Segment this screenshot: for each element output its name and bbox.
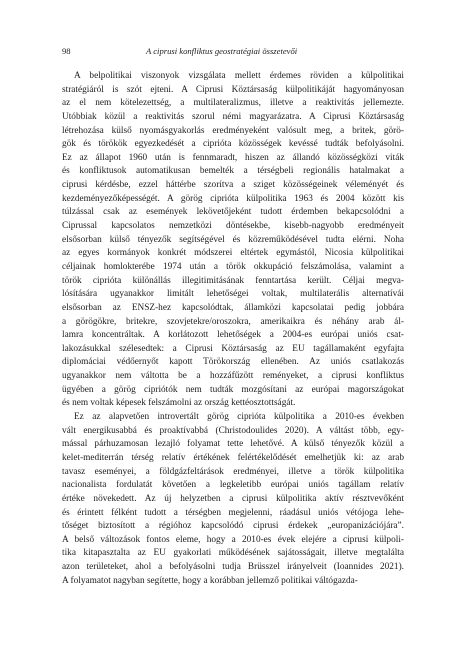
text-line: tavasz eseményei, a földgázfeltárások eredményei, illetve a török külpolitika [62, 466, 404, 477]
text-line: tika kitapasztalta az EU gyakorlati működésének sajátosságait, illetve megtalálta [62, 548, 404, 559]
text-line: céljainak homlokterébe 1974 után a török okkupáció felszámolása, valamint a [62, 261, 404, 272]
text-line: mással párhuzamosan lezajló folyamat tette lehetővé. A külső tényezők közül a [62, 439, 404, 450]
paragraph [62, 70, 404, 411]
text-line: A folyamatot nagyban segítette, hogy a korábban jellemző politikai váltógazda- [62, 575, 358, 586]
text-line: kelet-mediterrán térség relatív értékének felértékelődését emelhetjük ki: az arab [62, 452, 404, 463]
text-line: ugyanakkor nem váltotta be a hozzáfűzött reményeket, a ciprusi konfliktus [62, 371, 404, 382]
text-line: elsősorban az ENSZ-hez kapcsolódtak, államközi kapcsolatai pedig jobbára [62, 302, 404, 313]
text-line: ciprusi kérdésbe, ezzel háttérbe szorítva a sziget közösségeinek véleményét és [62, 180, 404, 191]
text-line: az egyes kormányok konkrét módszerei eltértek egymástól, Nicosia külpolitikai [62, 248, 404, 259]
text-line: stratégiáról is szót ejteni. A Ciprusi Köztársaság külpolitikáját hagyományosan [62, 84, 404, 95]
text-line: túlzással csak az események lekövetőjeként tudott érdemben bekapcsolódni a [62, 207, 404, 218]
text-line: lósítására ugyanakkor limitált lehetőségei voltak, multilaterális alternatívái [62, 289, 404, 300]
text-line: A belpolitikai viszonyok vizsgálata mellett érdemes röviden a külpolitikai [74, 71, 404, 81]
text-line: diplomáciai védőernyőt kapott Törökország ellenében. Az uniós csatlakozás [62, 357, 404, 368]
text-line: gök és törökök egyezkedését a ciprióta közösségek kevéssé tudták befolyásolni. [62, 139, 404, 150]
text-line: létrehozása külső nyomásgyakorlás eredményeként valósult meg, a britek, görö- [62, 125, 404, 136]
text-line: török ciprióta különállás illegitimitásának fenntartása került. Céljai megva- [62, 275, 404, 286]
text-line: tőséget biztosított a régióhoz kapcsolódó ciprusi érdekek „europanizációjára”. [62, 521, 404, 532]
text-line: lakozásukkal szélesedtek: a Ciprusi Köztársaság az EU tagállamaként egyfajta [62, 343, 404, 354]
text-line: lamra koncentráltak. A korlátozott lehetőségek a 2004-es európai uniós csat- [62, 330, 404, 341]
text-line: Ez az állapot 1960 után is fennmaradt, hiszen az állandó közösségközi viták [62, 152, 404, 163]
text-line: Utóbbiak közül a reaktivitás szorul némi magyarázatra. A Ciprusi Köztársaság [62, 111, 404, 122]
page-header [62, 44, 404, 58]
text-line: és érintett félként tudott a térségben megjelenni, ráadásul uniós vétójoga lehe- [62, 507, 404, 518]
paragraph [62, 411, 404, 588]
text-line: vált energikusabbá és proaktívabbá (Christodoulides 2020). A váltást több, egy- [62, 425, 404, 436]
text-line: elsősorban külső tényezők segítségével és közreműködésével tudta elérni. Noha [62, 234, 404, 245]
text-line: Ez az alapvetően introvertált görög ciprióta külpolitika a 2010-es években [74, 412, 404, 423]
text-line: a görögökre, britekre, szovjetekre/oroszokra, amerikaikra és néhány arab ál- [62, 316, 404, 327]
text-line: ügyében a görög cipriótók nem tudták mozgósítani az európai magországokat [62, 384, 404, 395]
page-number: 98 [62, 46, 71, 56]
text-line: és nem voltak képesek felszámolni az ország kettéosztottságát. [62, 398, 296, 409]
text-line: értéke növekedett. Az új helyzetben a ciprusi külpolitika aktív résztvevőként [62, 493, 404, 504]
body-text [62, 70, 404, 588]
text-line: Ciprussal kapcsolatos nemzetközi döntésekbe, kisebb-nagyobb eredményeit [62, 221, 404, 232]
text-line: az el nem kötelezettség, a multilateralizmus, illetve a reaktivitás jellemezte. [62, 98, 404, 109]
text-line: és konfliktusok automatikusan bemelték a térségbeli regionális hatalmakat a [62, 166, 404, 177]
running-title: A ciprusi konfliktus geostratégiai összetevői [146, 46, 298, 56]
text-line: A belső változások fontos eleme, hogy a 2010-es évek elejére a ciprusi külpoli- [62, 534, 404, 545]
text-line: kezdeményezőképességét. A görög ciprióta külpolitika 1963 és 2004 között kis [62, 193, 404, 204]
text-line: nacionalista fordulatát követően a legkeletibb európai uniós tagállam relatív [62, 480, 404, 491]
text-line: azon területeket, ahol a befolyásolni tudja Brüsszel irányelveit (Ioannides 2021). [62, 562, 404, 573]
